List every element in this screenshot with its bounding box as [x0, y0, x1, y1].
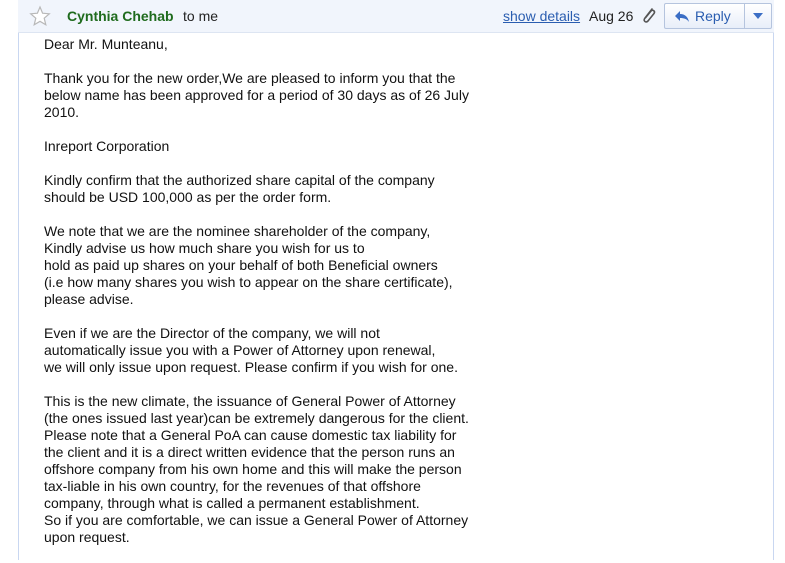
chevron-down-icon: [753, 13, 763, 20]
more-options-button[interactable]: [744, 3, 772, 29]
body-paragraph: Even if we are the Director of the company, we will not automatically issue you with a Power of Attorney upon renewal, we will only issue upon request. Please confirm if you wish for one.: [44, 325, 458, 375]
body-paragraph: This is the new climate, the issuance of General Power of Attorney (the ones issued last year)can be extremely dangerous for the client. Please note that a General PoA can cause domestic tax liability for the client and it is a direct written evidence that the person runs an offshore company from his own home and this will make the person tax-liable in his own country, for the revenues of that offshore company, through what is called a permanent establishment. So if you are comfortable, we can issue a General Power of Attorney upon request.: [44, 393, 469, 545]
reply-arrow-icon: [674, 10, 690, 23]
recipient-label: to me: [183, 8, 219, 24]
reply-label: Reply: [695, 8, 731, 24]
reply-button[interactable]: [664, 3, 744, 29]
body-paragraph: Inreport Corporation: [44, 138, 170, 154]
paperclip-icon: [640, 5, 658, 27]
body-paragraph: Thank you for the new order,We are pleased to inform you that the below name has been approved for a period of 30 days as of 26 July 2010.: [44, 70, 469, 120]
body-paragraph: We note that we are the nominee shareholder of the company, Kindly advise us how much share you wish for us to hold as paid up shares on your behalf of both Beneficial owners (i.e how many shares you wish to appear on the share certificate), please advise.: [44, 223, 453, 307]
body-paragraph: Kindly confirm that the authorized share capital of the company should be USD 100,000 as per the order form.: [44, 172, 435, 205]
message-body: [44, 36, 514, 563]
sender-name[interactable]: Cynthia Chehab: [67, 8, 174, 24]
message-date: Aug 26: [589, 8, 634, 24]
star-icon[interactable]: [29, 5, 51, 27]
show-details-link[interactable]: show details: [503, 8, 581, 24]
greeting-paragraph: Dear Mr. Munteanu,: [44, 36, 168, 52]
